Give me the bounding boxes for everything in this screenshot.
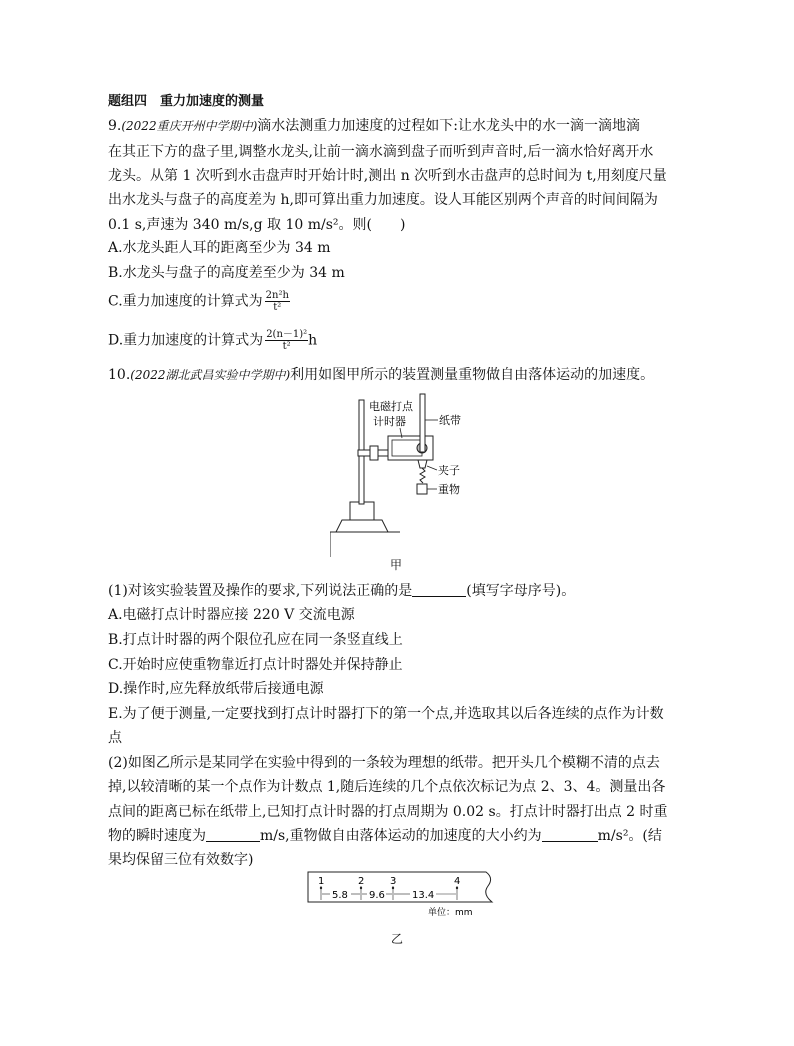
label-clip: 夹子 bbox=[438, 464, 460, 477]
q9-option-c bbox=[108, 290, 290, 313]
label-weight: 重物 bbox=[438, 483, 460, 496]
q9-stem-line: 龙头。从第 1 次听到水击盘声时开始计时,测出 n 次听到水击盘声的总时间为 t,用刻度尺量 bbox=[108, 168, 667, 184]
part2-text-b: m/s,重物做自由落体运动的加速度的大小约为 bbox=[260, 828, 542, 844]
part1-option-e: E.为了便于测量,一定要找到打点计时器打下的第一个点,并选取其以后各连续的点作为计数 bbox=[108, 706, 664, 722]
stand-base bbox=[336, 520, 388, 532]
point-label-3: 3 bbox=[390, 876, 397, 887]
fraction-numerator: 2(n－1)² bbox=[266, 329, 308, 340]
part1-option-c: C.开始时应使重物靠近打点计时器处并保持静止 bbox=[108, 657, 403, 673]
label-tape: 纸带 bbox=[439, 414, 461, 427]
weight bbox=[417, 484, 427, 494]
q10-stem: 利用如图甲所示的装置测量重物做自由落体运动的加速度。 bbox=[290, 367, 655, 383]
part2-line: 点间的距离已标在纸带上,已知打点计时器的打点周期为 0.02 s。打点计时器打出点 2 时重 bbox=[108, 804, 668, 820]
answer-blank-2[interactable] bbox=[206, 827, 260, 842]
fraction-denominator: t² bbox=[282, 341, 291, 352]
leader-clip bbox=[427, 466, 437, 470]
figure-apparatus bbox=[330, 392, 480, 562]
figure-b-caption: 乙 bbox=[391, 932, 404, 946]
distance-2: 9.6 bbox=[369, 890, 385, 901]
q9-option-b: B.水龙头与盘子的高度差至少为 34 m bbox=[108, 265, 345, 281]
q10-number: 10. bbox=[108, 367, 131, 383]
clip bbox=[418, 460, 427, 468]
label-timer-1: 电磁打点 bbox=[369, 400, 413, 413]
q9-stem-line: 0.1 s,声速为 340 m/s,g 取 10 m/s²。则( ) bbox=[108, 217, 406, 233]
q10-part1-suffix: (填写字母序号)。 bbox=[466, 583, 576, 599]
part1-option-e-cont: 点 bbox=[108, 730, 122, 746]
part1-option-d: D.操作时,应先释放纸带后接通电源 bbox=[108, 681, 324, 697]
q9-line-1 bbox=[108, 117, 640, 135]
q9-option-c-text: C.重力加速度的计算式为 bbox=[108, 293, 263, 310]
stand-foot bbox=[350, 502, 374, 520]
fraction-denominator: t² bbox=[273, 302, 282, 313]
part1-option-b: B.打点计时器的两个限位孔应在同一条竖直线上 bbox=[108, 632, 403, 648]
unit-label: 单位：mm bbox=[428, 908, 473, 918]
q9-option-d-text: D.重力加速度的计算式为 bbox=[108, 332, 264, 349]
distance-3: 13.4 bbox=[412, 890, 435, 901]
q10-part1 bbox=[108, 582, 575, 600]
part2-line-4 bbox=[108, 827, 662, 845]
q9-option-a: A.水龙头距人耳的距离至少为 34 m bbox=[108, 240, 331, 256]
fraction-numerator: 2n²h bbox=[265, 290, 289, 301]
q10-source: (2022湖北武昌实验中学期中) bbox=[130, 368, 291, 382]
point-label-4: 4 bbox=[454, 876, 461, 887]
figure-paper-tape bbox=[306, 870, 502, 920]
q9-number: 9. bbox=[108, 118, 122, 134]
part2-line: (2)如图乙所示是某同学在实验中得到的一条较为理想的纸带。把开头几个模糊不清的点去 bbox=[108, 755, 660, 771]
part2-text-a: 物的瞬时速度为 bbox=[108, 828, 206, 844]
part2-text-c: m/s²。(结 bbox=[597, 828, 662, 844]
answer-blank-3[interactable] bbox=[542, 827, 598, 842]
paper-tape bbox=[420, 394, 425, 452]
q9-stem-line: 滴水法测重力加速度的过程如下:让水龙头中的水一滴一滴地滴 bbox=[257, 118, 640, 134]
point-label-1: 1 bbox=[318, 876, 325, 887]
point-label-2: 2 bbox=[358, 876, 365, 887]
q9-option-d-fraction bbox=[265, 329, 308, 352]
answer-blank-1[interactable] bbox=[412, 582, 466, 597]
q9-option-d-suffix: h bbox=[308, 332, 318, 349]
q9-option-c-fraction bbox=[265, 290, 290, 313]
hook bbox=[420, 468, 425, 483]
distance-1: 5.8 bbox=[332, 890, 348, 901]
clamp-block bbox=[370, 446, 378, 460]
q9-stem-line: 在其正下方的盘子里,调整水龙头,让前一滴水滴到盘子而听到声音时,后一滴水恰好离开水 bbox=[108, 144, 654, 160]
part2-line: 掉,以较清晰的某一个点作为计数点 1,随后连续的几个点依次标记为点 2、3、4。测量出各 bbox=[108, 779, 666, 795]
q9-option-d bbox=[108, 329, 317, 352]
figure-a-caption: 甲 bbox=[390, 558, 403, 572]
part2-line-5: 果均保留三位有效数字) bbox=[108, 852, 254, 868]
q9-stem-line: 出水龙头与盘子的高度差为 h,即可算出重力加速度。设人耳能区别两个声音的时间间隔为 bbox=[108, 192, 658, 208]
section-title: 题组四 重力加速度的测量 bbox=[108, 94, 265, 109]
q10-part1-prefix: (1)对该实验装置及操作的要求,下列说法正确的是 bbox=[108, 583, 413, 599]
q9-source: (2022重庆开州中学期中) bbox=[121, 119, 258, 133]
label-timer-2: 计时器 bbox=[373, 415, 406, 428]
part1-option-a: A.电磁打点计时器应接 220 V 交流电源 bbox=[108, 607, 355, 623]
q10-line-1 bbox=[108, 366, 654, 384]
